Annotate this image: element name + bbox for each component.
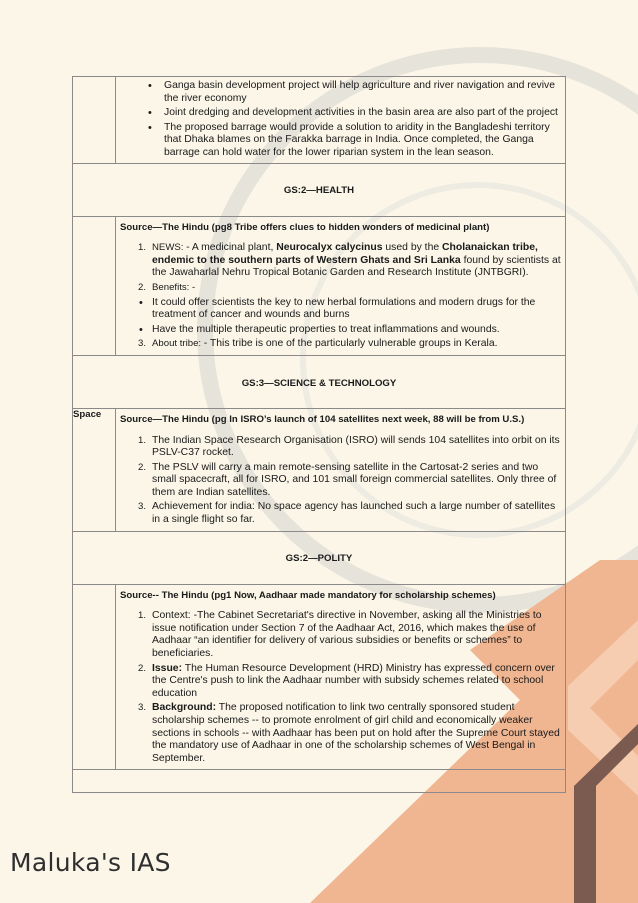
list-item: • Ganga basin development project will help agriculture and river navigation and revive the river economy — [164, 80, 565, 105]
ganga-tag-cell — [73, 77, 116, 164]
empty-cell — [73, 770, 566, 793]
section-heading-health: GS:2—HEALTH — [73, 163, 566, 216]
list-item: 3. About tribe: - This tribe is one of the particularly vulnerable groups in Kerala. — [138, 338, 498, 350]
health-tag-cell — [73, 216, 116, 355]
list-item: • Joint dredging and development activities in the basin area are also part of the project — [164, 107, 565, 120]
health-content-cell — [116, 216, 566, 355]
polity-tag-cell — [73, 584, 116, 770]
science-numbered-list — [116, 435, 565, 527]
source-line: Source—The Hindu (pg8 Tribe offers clues to hidden wonders of medicinal plant) — [120, 221, 490, 233]
list-item: 2. The PSLV will carry a main remote-sensing satellite in the Cartosat-2 series and two small spacecraft, all for ISRO, and 101 small foreign commercial satellites. Only three of them are Indian satellites. — [138, 461, 557, 498]
list-item: • The proposed barrage would provide a solution to aridity in the Bangladeshi territory that Dhaka blames on the Farakka barrage in India. Once completed, the Ganga barrage can hold water for the lower riparian system in the lean season. — [164, 122, 565, 160]
polity-numbered-list — [116, 610, 565, 765]
topic-tag: Space — [73, 408, 116, 531]
notes-table — [72, 76, 566, 793]
empty-row — [73, 770, 566, 793]
science-heading-row — [73, 355, 566, 408]
section-heading-science: GS:3—SCIENCE & TECHNOLOGY — [73, 355, 566, 408]
science-content-cell — [116, 408, 566, 531]
brand-logo-text: Maluka's IAS — [10, 848, 171, 877]
list-item: • It could offer scientists the key to new herbal formulations and modern drugs for the treatment of cancer and wounds and burns — [139, 296, 536, 321]
source-line: Source-- The Hindu (pg1 Now, Aadhaar made mandatory for scholarship schemes) — [120, 589, 496, 601]
list-item: 3. Background: The proposed notification to link two centrally sponsored student scholarship schemes -- to promote enrolment of girl child and economically weaker sections in schools -- with Aadhaar has been put on hold after the Supreme Court stayed the mandatory use of Aadhaar in one of the scholarship schemes of West Bengal in September. — [138, 702, 560, 764]
polity-content-cell — [116, 584, 566, 770]
list-item: 2. Benefits: - — [138, 281, 196, 293]
list-item: 3. Achievement for india: No space agency has launched such a large number of satellites in a single flight so far. — [138, 501, 556, 526]
list-item: 2. Issue: The Human Resource Development (HRD) Ministry has expressed concern over the Centre's push to link the Aadhaar number with subsidy schemes related to school education — [138, 662, 555, 699]
health-row — [73, 216, 566, 355]
section-heading-polity: GS:2—POLITY — [73, 531, 566, 584]
list-item: 1. The Indian Space Research Organisation (ISRO) will sends 104 satellites into orbit on its PSLV-C37 rocket. — [138, 434, 560, 459]
ganga-content-cell — [116, 77, 566, 164]
polity-row — [73, 584, 566, 770]
list-item: • Have the multiple therapeutic properties to treat inflammations and wounds. — [139, 323, 500, 336]
health-heading-row — [73, 163, 566, 216]
ganga-bullet-list — [116, 80, 565, 160]
health-numbered-list — [116, 242, 565, 351]
source-line: Source—The Hindu (pg In ISRO’s launch of 104 satellites next week, 88 will be from U.S.) — [120, 413, 525, 425]
list-item: 1. NEWS: - A medicinal plant, Neurocalyx calycinus used by the Cholanaickan tribe, endemic to the southern parts of Western Ghats and Sri Lanka found by scientists at the Jawaharlal Nehru Tropical Botanic Garden and Research Institute (JNTBGRI). — [138, 242, 561, 279]
list-item: 1. Context: -The Cabinet Secretariat's directive in November, asking all the Ministries to issue notification under Section 7 of the Aadhaar Act, 2016, which makes the use of Aadhaar “an identifier for delivery of various subsidies or benefits or schemes” to beneficiaries. — [138, 610, 542, 660]
polity-heading-row — [73, 531, 566, 584]
ganga-row — [73, 77, 566, 164]
science-row — [73, 408, 566, 531]
